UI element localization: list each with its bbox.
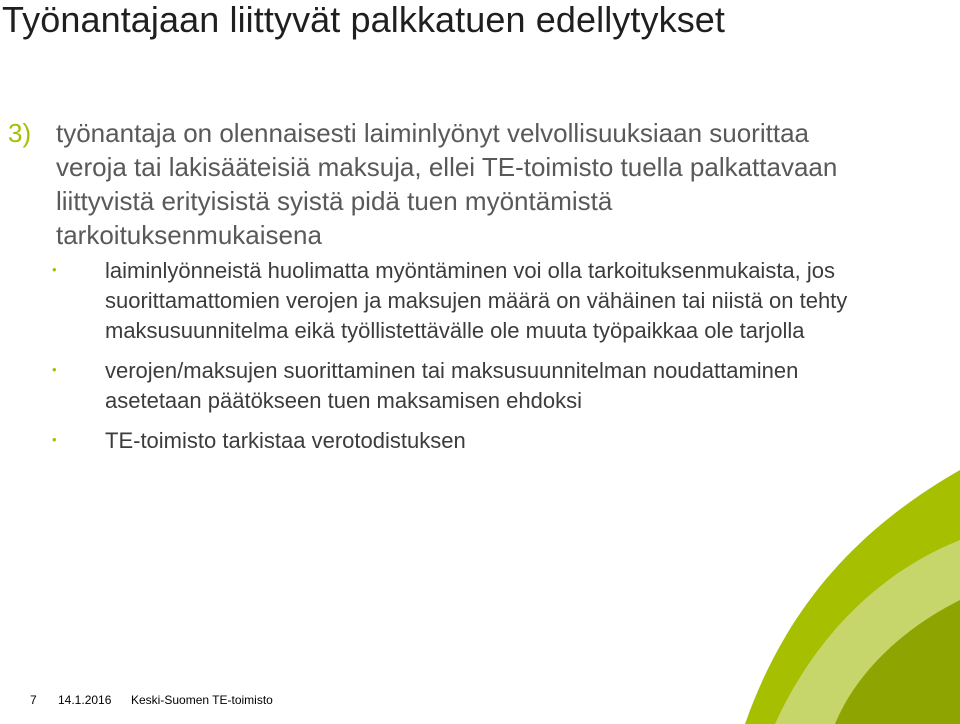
bullet-text: laiminlyönneistä huolimatta myöntäminen voi olla tarkoituksenmukaista, jos suorittamattomien verojen ja maksujen määrä on vähäinen tai niistä on tehty maksusuunnitelma eikä työllistettävälle ole muuta työpaikkaa ole tarjolla [105, 258, 848, 343]
bullet-dot-icon: • [52, 262, 57, 277]
bullet-item [50, 256, 870, 346]
footer-organization: Keski-Suomen TE-toimisto [131, 693, 273, 707]
sub-bullet-list [50, 256, 870, 466]
bullet-text: TE-toimisto tarkistaa verotodistuksen [105, 428, 466, 453]
page-number: 7 [30, 693, 37, 707]
bullet-item [50, 356, 870, 416]
footer-date: 14.1.2016 [58, 693, 112, 707]
bullet-text: verojen/maksujen suorittaminen tai maksusuunnitelman noudattaminen asetetaan päätökseen tuen maksamisen ehdoksi [105, 358, 799, 413]
slide-title: Työnantajaan liittyvät palkkatuen edellytykset [2, 0, 726, 40]
main-list-item [8, 116, 838, 252]
bullet-item [50, 426, 870, 456]
list-number: 3) [8, 118, 32, 148]
bullet-dot-icon: • [52, 362, 57, 377]
main-item-text: työnantaja on olennaisesti laiminlyönyt velvollisuuksiaan suorittaa veroja tai lakisääteisiä maksuja, ellei TE-toimisto tuella palkattavaan liittyvistä erityisistä syistä pidä tuen myöntämistä tarkoituksenmukaisena [56, 118, 838, 250]
corner-swoosh-deep [835, 600, 960, 724]
bullet-dot-icon: • [52, 432, 57, 447]
corner-swoosh-dark [745, 470, 960, 724]
corner-swoosh-light [770, 520, 960, 724]
